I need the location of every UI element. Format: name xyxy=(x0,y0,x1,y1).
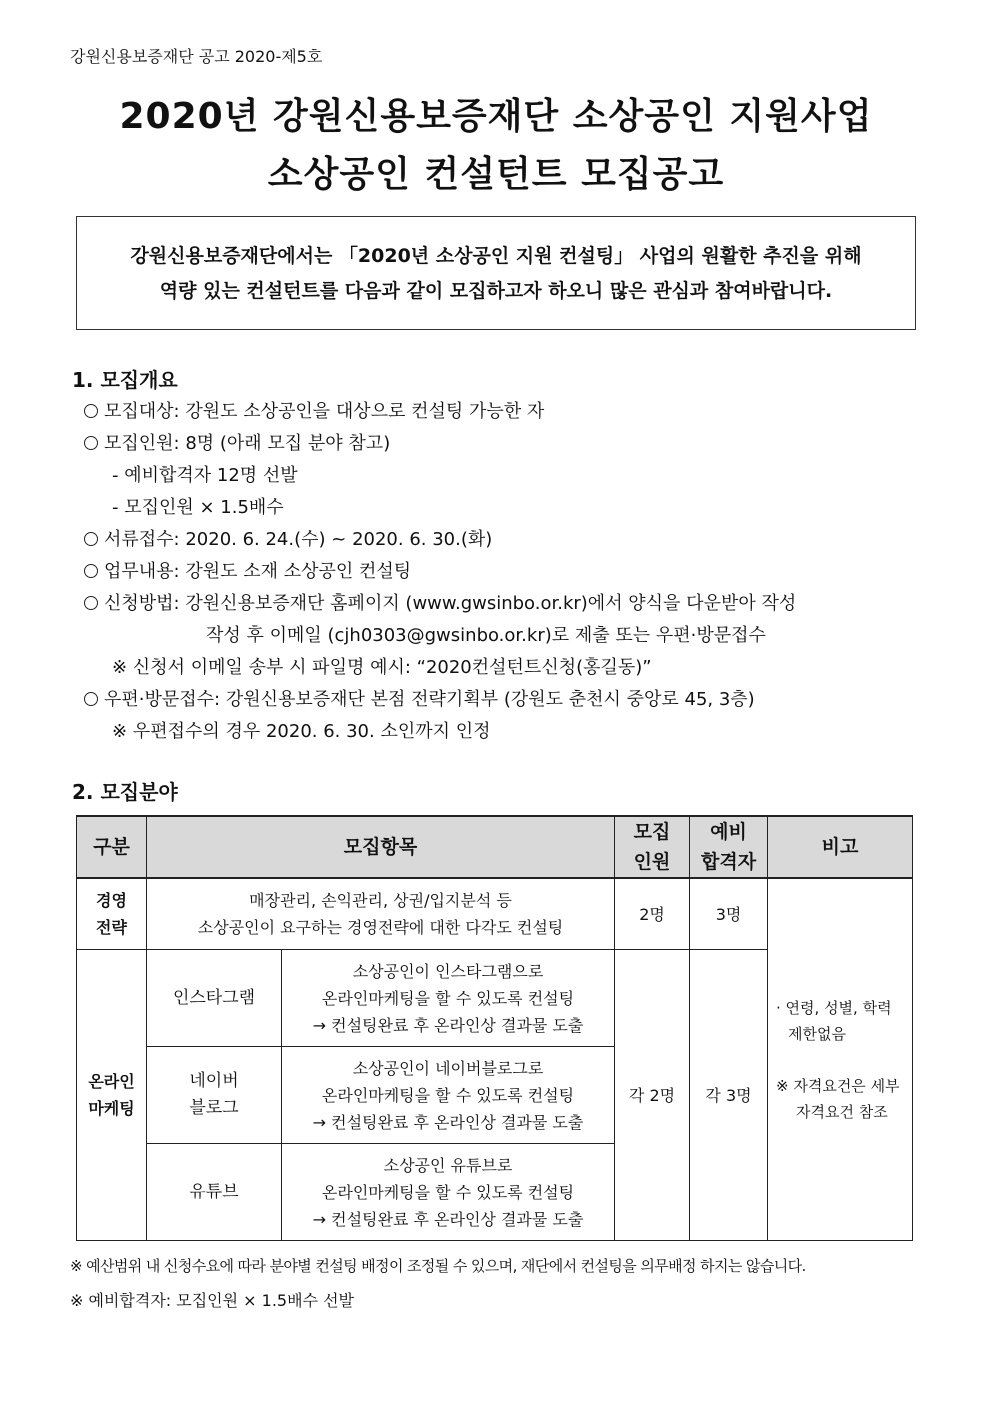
table-header-row xyxy=(77,816,913,878)
circle-bullet-icon xyxy=(84,564,98,578)
strategy-count: 2명 xyxy=(615,878,690,950)
circle-bullet-icon xyxy=(84,436,98,450)
header-item: 모집항목 xyxy=(147,816,615,878)
intro-line-2: 역량 있는 컨설턴트를 다음과 같이 모집하고자 하오니 많은 관심과 참여바랍니다. xyxy=(159,280,833,302)
header-count xyxy=(615,816,690,878)
overview-target xyxy=(84,397,544,423)
strategy-reserve: 3명 xyxy=(690,878,768,950)
overview-count xyxy=(84,429,390,455)
header-note: 비고 xyxy=(768,816,913,878)
table-row xyxy=(77,878,913,950)
header-reserve xyxy=(690,816,768,878)
circle-bullet-icon xyxy=(84,692,98,706)
title-line-2: 소상공인 컨설턴트 모집공고 xyxy=(267,154,725,195)
remark-line-3: ※ 자격요건은 세부 xyxy=(776,1076,900,1095)
sub-category-label: 네이버 xyxy=(189,1071,239,1091)
strategy-description xyxy=(147,878,615,950)
youtube-description xyxy=(282,1144,615,1241)
overview-reserve: - 예비합격자 12명 선발 xyxy=(112,465,298,486)
desc-line-2: 온라인마케팅을 할 수 있도록 컨설팅 xyxy=(321,1085,575,1105)
sub-category-instagram xyxy=(147,950,282,1047)
desc-line-1: 소상공인 유튜브로 xyxy=(383,1155,513,1175)
overview-visit-text: 우편·방문접수: 강원신용보증재단 본점 전략기획부 (강원도 춘천시 중앙로 45, 3층) xyxy=(104,689,755,710)
intro-line-1: 강원신용보증재단에서는 「2020년 소상공인 지원 컨설팅」 사업의 원활한 추진을 위해 xyxy=(130,245,862,267)
sub-category-label: 인스타그램 xyxy=(172,987,256,1008)
overview-apply-method-2: 작성 후 이메일 (cjh0303@gwsinbo.or.kr)로 제출 또는 우편·방문접수 xyxy=(206,625,766,646)
naver-blog-description xyxy=(282,1047,615,1144)
desc-line-2: 온라인마케팅을 할 수 있도록 컨설팅 xyxy=(321,988,575,1008)
overview-work-text: 업무내용: 강원도 소재 소상공인 컨설팅 xyxy=(104,561,412,582)
category-online-line-1: 온라인 xyxy=(88,1072,135,1091)
circle-bullet-icon xyxy=(84,404,98,418)
section-1-title: 1. 모집개요 xyxy=(72,368,178,392)
strategy-desc-line-1: 매장관리, 손익관리, 상권/입지분석 등 xyxy=(249,891,512,910)
sub-category-label: 유튜브 xyxy=(189,1181,239,1202)
header-category: 구분 xyxy=(77,816,147,878)
recruit-fields-table xyxy=(76,815,913,1241)
remark-line-1: · 연령, 성별, 학력 xyxy=(776,998,892,1017)
remark-line-2: 제한없음 xyxy=(788,1024,846,1043)
overview-apply-note: ※ 신청서 이메일 송부 시 파일명 예시: “2020컨설턴트신청(홍길동)” xyxy=(112,657,652,678)
overview-count-text: 모집인원: 8명 (아래 모집 분야 참고) xyxy=(104,433,391,454)
desc-line-1: 소상공인이 네이버블로그로 xyxy=(352,1058,544,1078)
category-online-marketing xyxy=(77,950,147,1241)
overview-reserve-rule: - 모집인원 × 1.5배수 xyxy=(112,497,284,518)
footnote-2: ※ 예비합격자: 모집인원 × 1.5배수 선발 xyxy=(70,1291,355,1310)
remark-spacer xyxy=(776,1047,912,1073)
overview-target-text: 모집대상: 강원도 소상공인을 대상으로 컨설팅 가능한 자 xyxy=(104,401,545,422)
title-line-1: 2020년 강원신용보증재단 소상공인 지원사업 xyxy=(119,96,873,137)
section-2-title: 2. 모집분야 xyxy=(72,780,178,804)
overview-period-text: 서류접수: 2020. 6. 24.(수) ~ 2020. 6. 30.(화) xyxy=(104,529,493,550)
circle-bullet-icon xyxy=(84,596,98,610)
header-reserve-line-2: 합격자 xyxy=(700,851,757,873)
overview-period xyxy=(84,525,492,551)
circle-bullet-icon xyxy=(84,532,98,546)
desc-line-1: 소상공인이 인스타그램으로 xyxy=(352,961,544,981)
category-strategy xyxy=(77,878,147,950)
strategy-desc-line-2: 소상공인이 요구하는 경영전략에 대한 다각도 컨설팅 xyxy=(197,918,564,937)
overview-visit xyxy=(84,685,755,711)
footnote-1: ※ 예산범위 내 신청수요에 따라 분야별 컨설팅 배정이 조정될 수 있으며, 재단에서 컨설팅을 의무배정 하지는 않습니다. xyxy=(70,1257,806,1275)
sub-category-youtube xyxy=(147,1144,282,1241)
desc-line-2: 온라인마케팅을 할 수 있도록 컨설팅 xyxy=(321,1182,575,1202)
desc-line-3: → 컨설팅완료 후 온라인상 결과물 도출 xyxy=(312,1209,584,1229)
instagram-description xyxy=(282,950,615,1047)
category-strategy-line-1: 경영 xyxy=(96,891,127,910)
category-strategy-line-2: 전략 xyxy=(96,918,127,937)
header-count-line-2: 인원 xyxy=(633,851,671,873)
overview-visit-note: ※ 우편접수의 경우 2020. 6. 30. 소인까지 인정 xyxy=(112,721,491,742)
notice-number: 강원신용보증재단 공고 2020-제5호 xyxy=(70,47,323,66)
desc-line-3: → 컨설팅완료 후 온라인상 결과물 도출 xyxy=(312,1015,584,1035)
overview-apply-method-text: 신청방법: 강원신용보증재단 홈페이지 (www.gwsinbo.or.kr)에서 양식을 다운받아 작성 xyxy=(104,593,797,614)
remarks-cell xyxy=(768,878,913,1241)
overview-apply-method xyxy=(84,589,796,615)
header-reserve-line-1: 예비 xyxy=(710,821,747,843)
intro-box xyxy=(76,216,916,330)
header-count-line-1: 모집 xyxy=(633,821,671,843)
overview-work xyxy=(84,557,411,583)
online-count: 각 2명 xyxy=(615,950,690,1241)
sub-category-naver-blog xyxy=(147,1047,282,1144)
online-reserve: 각 3명 xyxy=(690,950,768,1241)
category-online-line-2: 마케팅 xyxy=(88,1099,135,1118)
sub-category-label-2: 블로그 xyxy=(189,1098,239,1118)
desc-line-3: → 컨설팅완료 후 온라인상 결과물 도출 xyxy=(312,1112,584,1132)
remark-line-4: 자격요건 참조 xyxy=(796,1102,888,1121)
